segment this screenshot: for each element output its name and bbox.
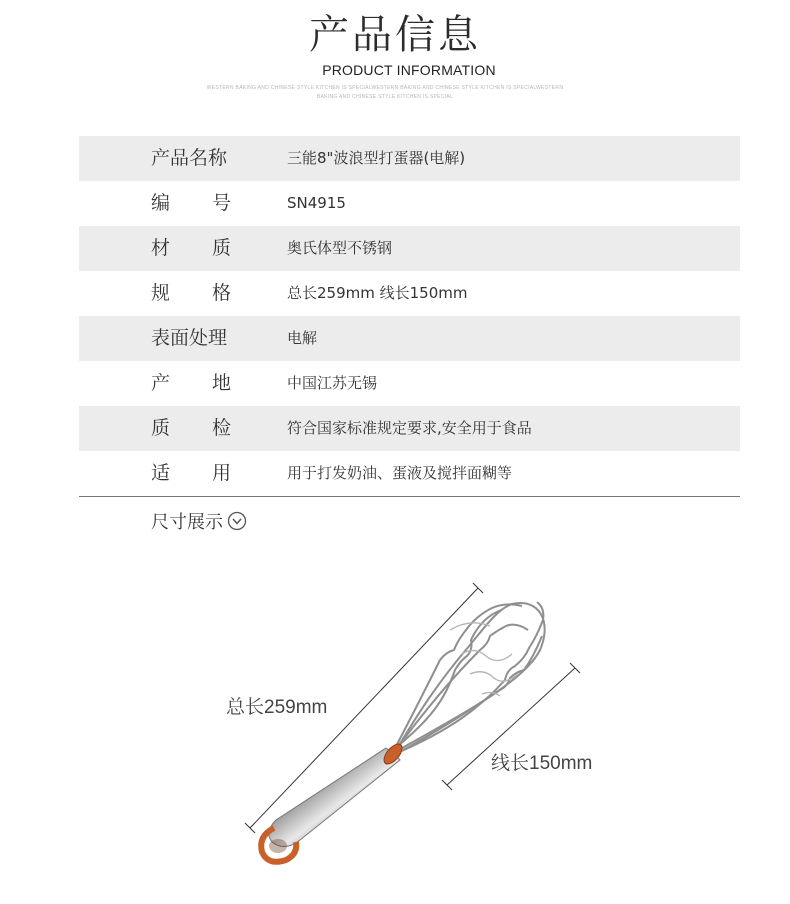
spec-label: 表面处理 [151, 327, 228, 349]
spec-row-inspection [79, 406, 740, 451]
whisk-illustration [0, 560, 790, 900]
spec-value: SN4915 [287, 194, 346, 212]
fineprint [150, 84, 620, 102]
page-subtitle: PRODUCT INFORMATION [322, 62, 496, 78]
size-section-heading [151, 508, 247, 534]
spec-row-material [79, 226, 740, 271]
whisk-icon [261, 602, 544, 862]
spec-label: 适用 [151, 462, 231, 484]
spec-label: 编号 [151, 192, 231, 214]
fineprint-line: WESTERN BAKING AND CHINESE STYLE KITCHEN IS SPECIALWESTERN BAKING AND CHINESE STYLE KITCHEN IS SPECIALWESTERN [206, 85, 564, 91]
spec-row-finish [79, 316, 740, 361]
spec-value: 电解 [287, 329, 318, 347]
spec-row-usage [79, 451, 740, 497]
spec-row-code [79, 181, 740, 226]
spec-label: 规格 [151, 282, 231, 304]
spec-label: 质检 [151, 417, 231, 439]
product-figure [0, 560, 790, 900]
spec-label: 产品名称 [151, 147, 228, 169]
spec-table [79, 136, 740, 497]
fineprint-line: BAKING AND CHINESE STYLE KITCHEN IS SPECIAL [316, 94, 454, 100]
spec-value: 中国江苏无锡 [287, 374, 378, 392]
spec-value: 三能8"波浪型打蛋器(电解) [287, 149, 466, 167]
spec-value: 奥氏体型不锈钢 [287, 239, 393, 257]
spec-row-size [79, 271, 740, 316]
total-length-label: 总长259mm [226, 697, 328, 718]
spec-row-name [79, 136, 740, 181]
spec-label: 产地 [151, 372, 231, 394]
wire-length-label: 线长150mm [491, 753, 593, 774]
page-title: 产品信息 [309, 12, 481, 58]
spec-value: 符合国家标准规定要求,安全用于食品 [287, 419, 532, 437]
chevron-down-circle-icon[interactable] [227, 511, 247, 531]
spec-row-origin [79, 361, 740, 406]
section-label: 尺寸展示 [151, 512, 223, 533]
spec-value: 用于打发奶油、蛋液及搅拌面糊等 [287, 464, 513, 482]
spec-value: 总长259mm 线长150mm [287, 284, 468, 302]
spec-label: 材质 [151, 237, 231, 259]
